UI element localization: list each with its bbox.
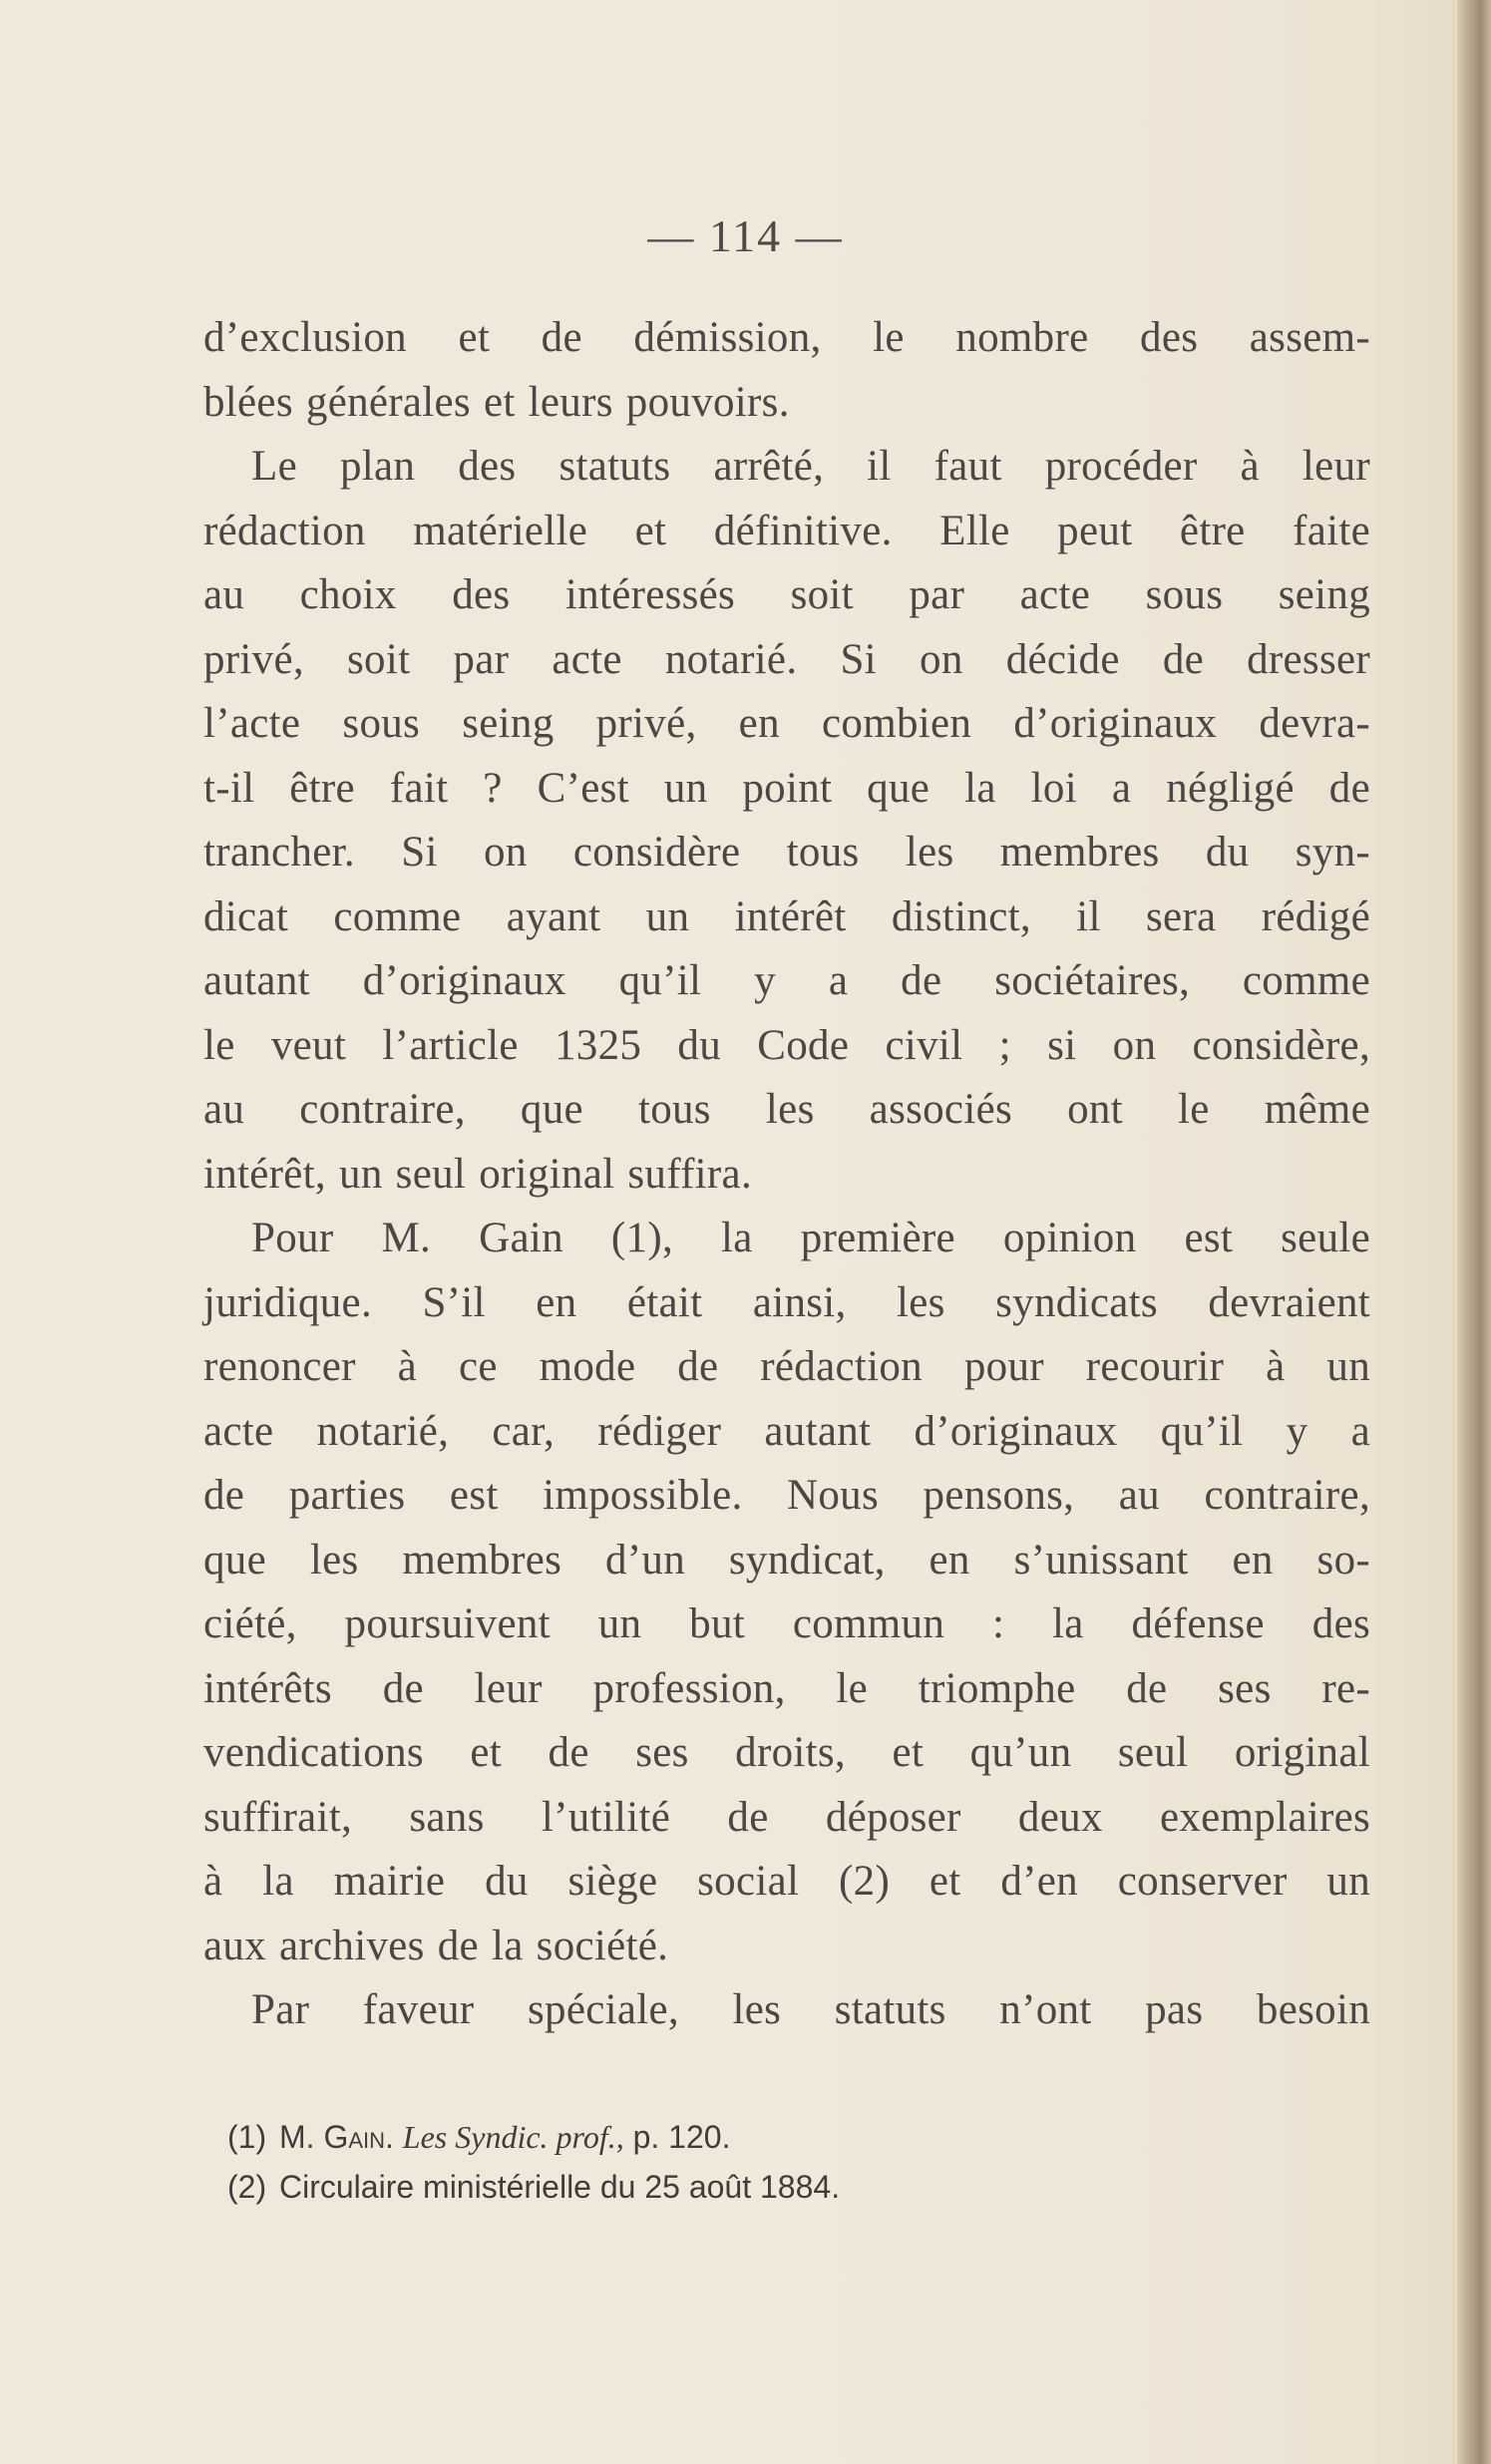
- footnote-marker: (1): [227, 2119, 267, 2155]
- text-line: Par faveur spéciale, les statuts n’ont pas besoin: [251, 1986, 1370, 2033]
- footnote: [227, 2112, 1324, 2162]
- text-line: renoncer à ce mode de rédaction pour recourir à un: [203, 1343, 1370, 1390]
- text-line: d’exclusion et de démission, le nombre des assem-: [203, 314, 1370, 361]
- text-line: aux archives de la société.: [203, 1922, 669, 1969]
- page-edge-highlight: [1452, 0, 1455, 2464]
- text-line: autant d’originaux qu’il y a de sociétaires, comme: [203, 957, 1370, 1004]
- text-line: Pour M. Gain (1), la première opinion est seule: [251, 1215, 1370, 1261]
- text-line: privé, soit par acte notarié. Si on décide de dresser: [203, 635, 1370, 683]
- footnote-marker: (2): [227, 2169, 267, 2205]
- text-line: au choix des intéressés soit par acte sous seing: [203, 571, 1370, 618]
- text-line: trancher. Si on considère tous les membres du syn-: [203, 829, 1370, 876]
- text-line: l’acte sous seing privé, en combien d’originaux devra-: [203, 700, 1370, 747]
- text-line: acte notarié, car, rédiger autant d’originaux qu’il y a: [203, 1407, 1370, 1455]
- page-number: — 114 —: [647, 210, 844, 261]
- text-line: le veut l’article 1325 du Code civil ; si on considère,: [203, 1021, 1370, 1069]
- text-line: que les membres d’un syndicat, en s’unissant en so-: [203, 1536, 1370, 1584]
- footnote-title: Les Syndic. prof.,: [402, 2119, 624, 2155]
- text-line: au contraire, que tous les associés ont le même: [203, 1086, 1370, 1133]
- text-line: blées générales et leurs pouvoirs.: [203, 378, 790, 426]
- footnote-text: p. 120.: [632, 2119, 731, 2155]
- footnote-text: Circulaire ministérielle du 25 août 1884.: [279, 2169, 841, 2205]
- text-line: intérêts de leur profession, le triomphe de ses re-: [203, 1664, 1370, 1712]
- text-line: ciété, poursuivent un but commun : la défense des: [203, 1600, 1370, 1647]
- text-line: vendications et de ses droits, et qu’un seul original: [203, 1729, 1370, 1776]
- footnote-author: M. Gain.: [279, 2119, 394, 2155]
- text-line: intérêt, un seul original suffira.: [203, 1150, 752, 1198]
- text-line: de parties est impossible. Nous pensons, au contraire,: [203, 1472, 1370, 1519]
- footnote: [227, 2162, 1324, 2212]
- text-line: dicat comme ayant un intérêt distinct, il sera rédigé: [203, 892, 1370, 940]
- text-line: à la mairie du siège social (2) et d’en conserver un: [203, 1858, 1370, 1905]
- footnotes: [227, 2112, 1324, 2212]
- text-line: rédaction matérielle et définitive. Elle peut être faite: [203, 507, 1370, 554]
- text-line: Le plan des statuts arrêté, il faut procéder à leur: [251, 443, 1370, 490]
- body-text: [203, 306, 1370, 2043]
- text-line: suffirait, sans l’utilité de déposer deux exemplaires: [203, 1793, 1370, 1841]
- text-line: t-il être fait ? C’est un point que la loi a négligé de: [203, 764, 1370, 812]
- text-line: juridique. S’il en était ainsi, les syndicats devraient: [203, 1278, 1370, 1326]
- page-binding-edge: [1457, 0, 1491, 2464]
